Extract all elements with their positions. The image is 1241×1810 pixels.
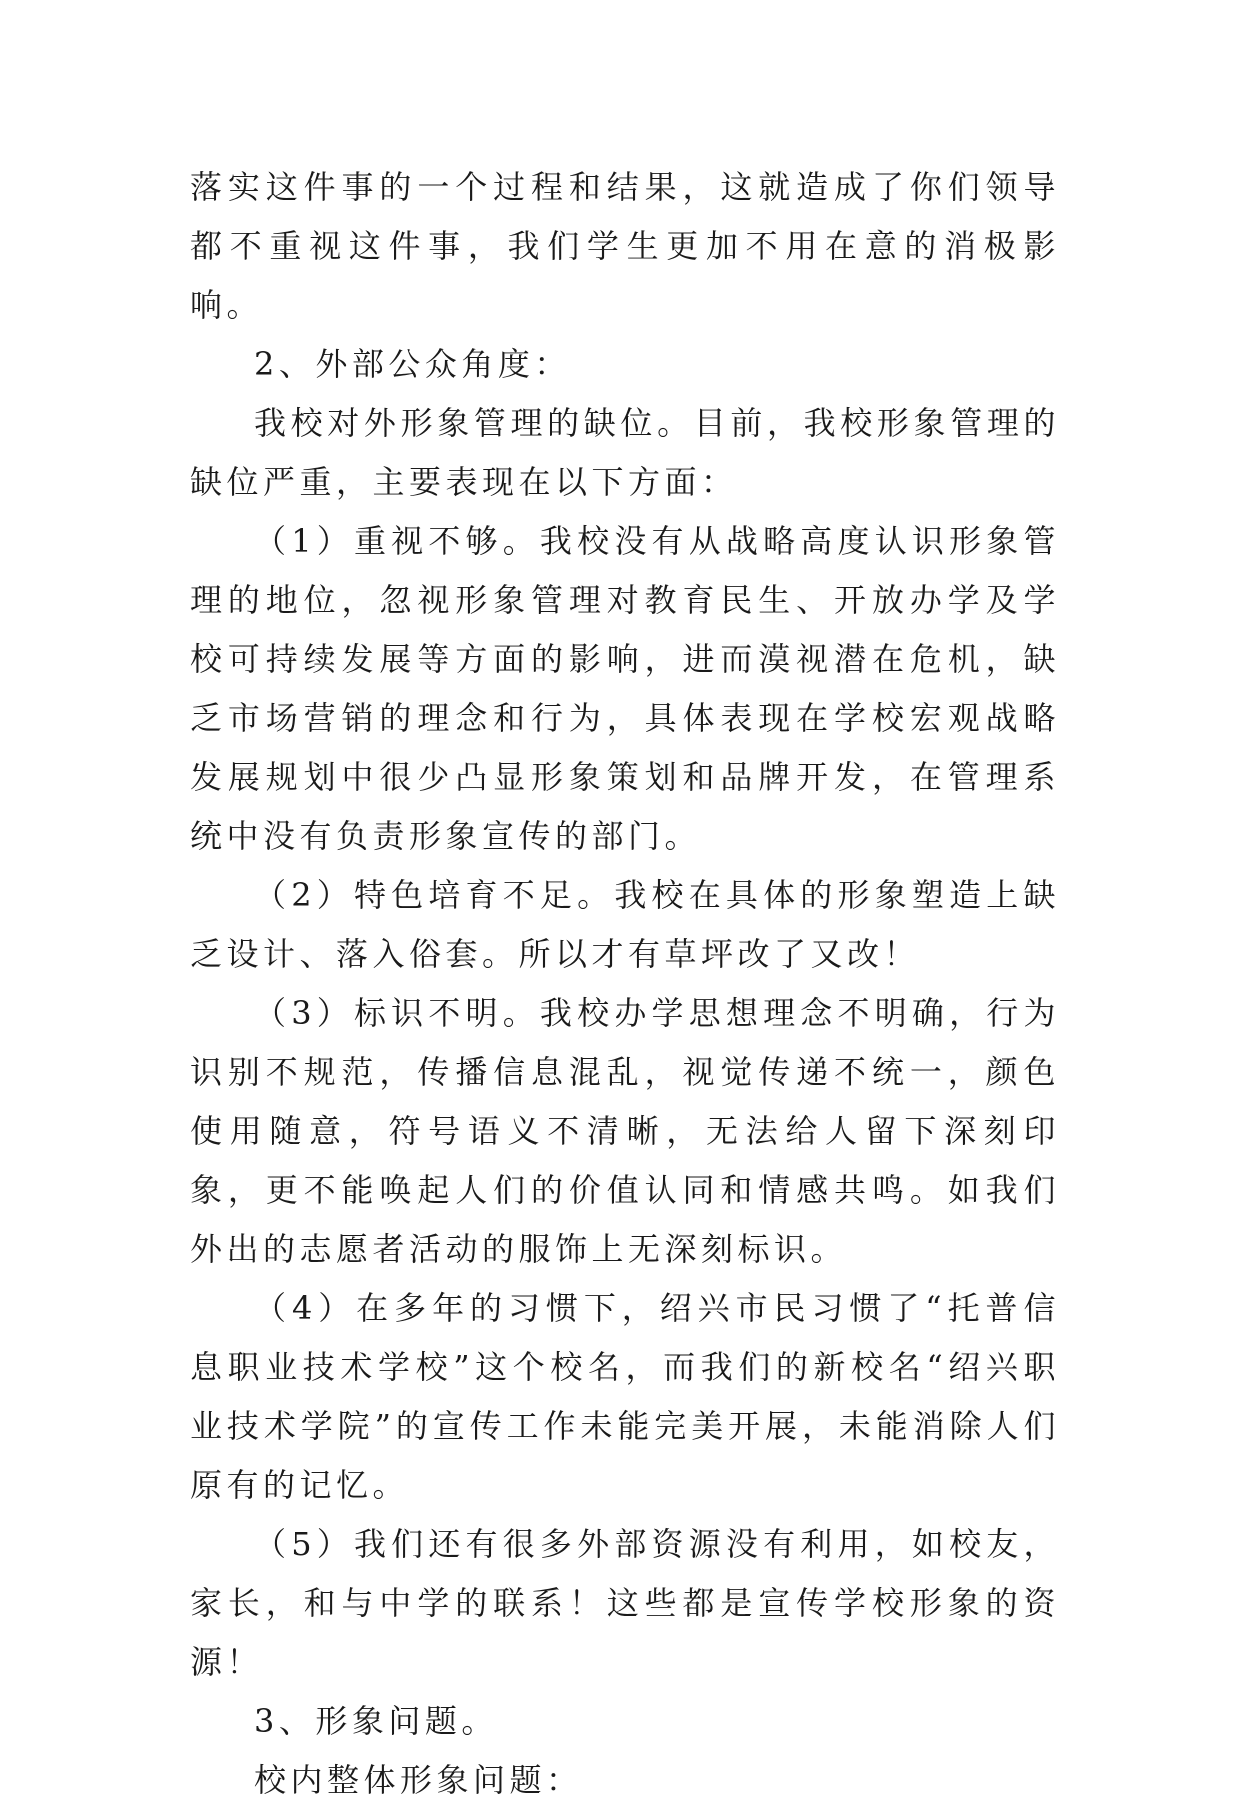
document-body (190, 158, 1060, 1810)
list-item: （2）特色培育不足。我校在具体的形象塑造上缺乏设计、落入俗套。所以才有草坪改了又改！ (190, 876, 1060, 973)
section-heading: 3、形象问题。 (254, 1702, 498, 1740)
list-item: （5）我们还有很多外部资源没有利用，如校友，家长，和与中学的联系！这些都是宣传学校形象的资源！ (190, 1525, 1060, 1681)
paragraph: 落实这件事的一个过程和结果，这就造成了你们领导都不重视这件事，我们学生更加不用在意的消极影响。 (190, 168, 1060, 324)
paragraph: 我校对外形象管理的缺位。目前，我校形象管理的缺位严重，主要表现在以下方面： (190, 404, 1060, 501)
section-heading: 2、外部公众角度： (254, 345, 571, 383)
paragraph: 校内整体形象问题： (254, 1761, 583, 1799)
list-item: （1）重视不够。我校没有从战略高度认识形象管理的地位，忽视形象管理对教育民生、开放办学及学校可持续发展等方面的影响，进而漠视潜在危机，缺乏市场营销的理念和行为，具体表现在学校宏观战略发展规划中很少凸显形象策划和品牌开发，在管理系统中没有负责形象宣传的部门。 (190, 522, 1060, 855)
list-item: （4）在多年的习惯下，绍兴市民习惯了“托普信息职业技术学校”这个校名，而我们的新校名“绍兴职业技术学院”的宣传工作未能完美开展，未能消除人们原有的记忆。 (190, 1289, 1060, 1504)
list-item: （3）标识不明。我校办学思想理念不明确，行为识别不规范，传播信息混乱，视觉传递不统一，颜色使用随意，符号语义不清晰，无法给人留下深刻印象，更不能唤起人们的价值认同和情感共鸣。如我们外出的志愿者活动的服饰上无深刻标识。 (190, 994, 1060, 1268)
